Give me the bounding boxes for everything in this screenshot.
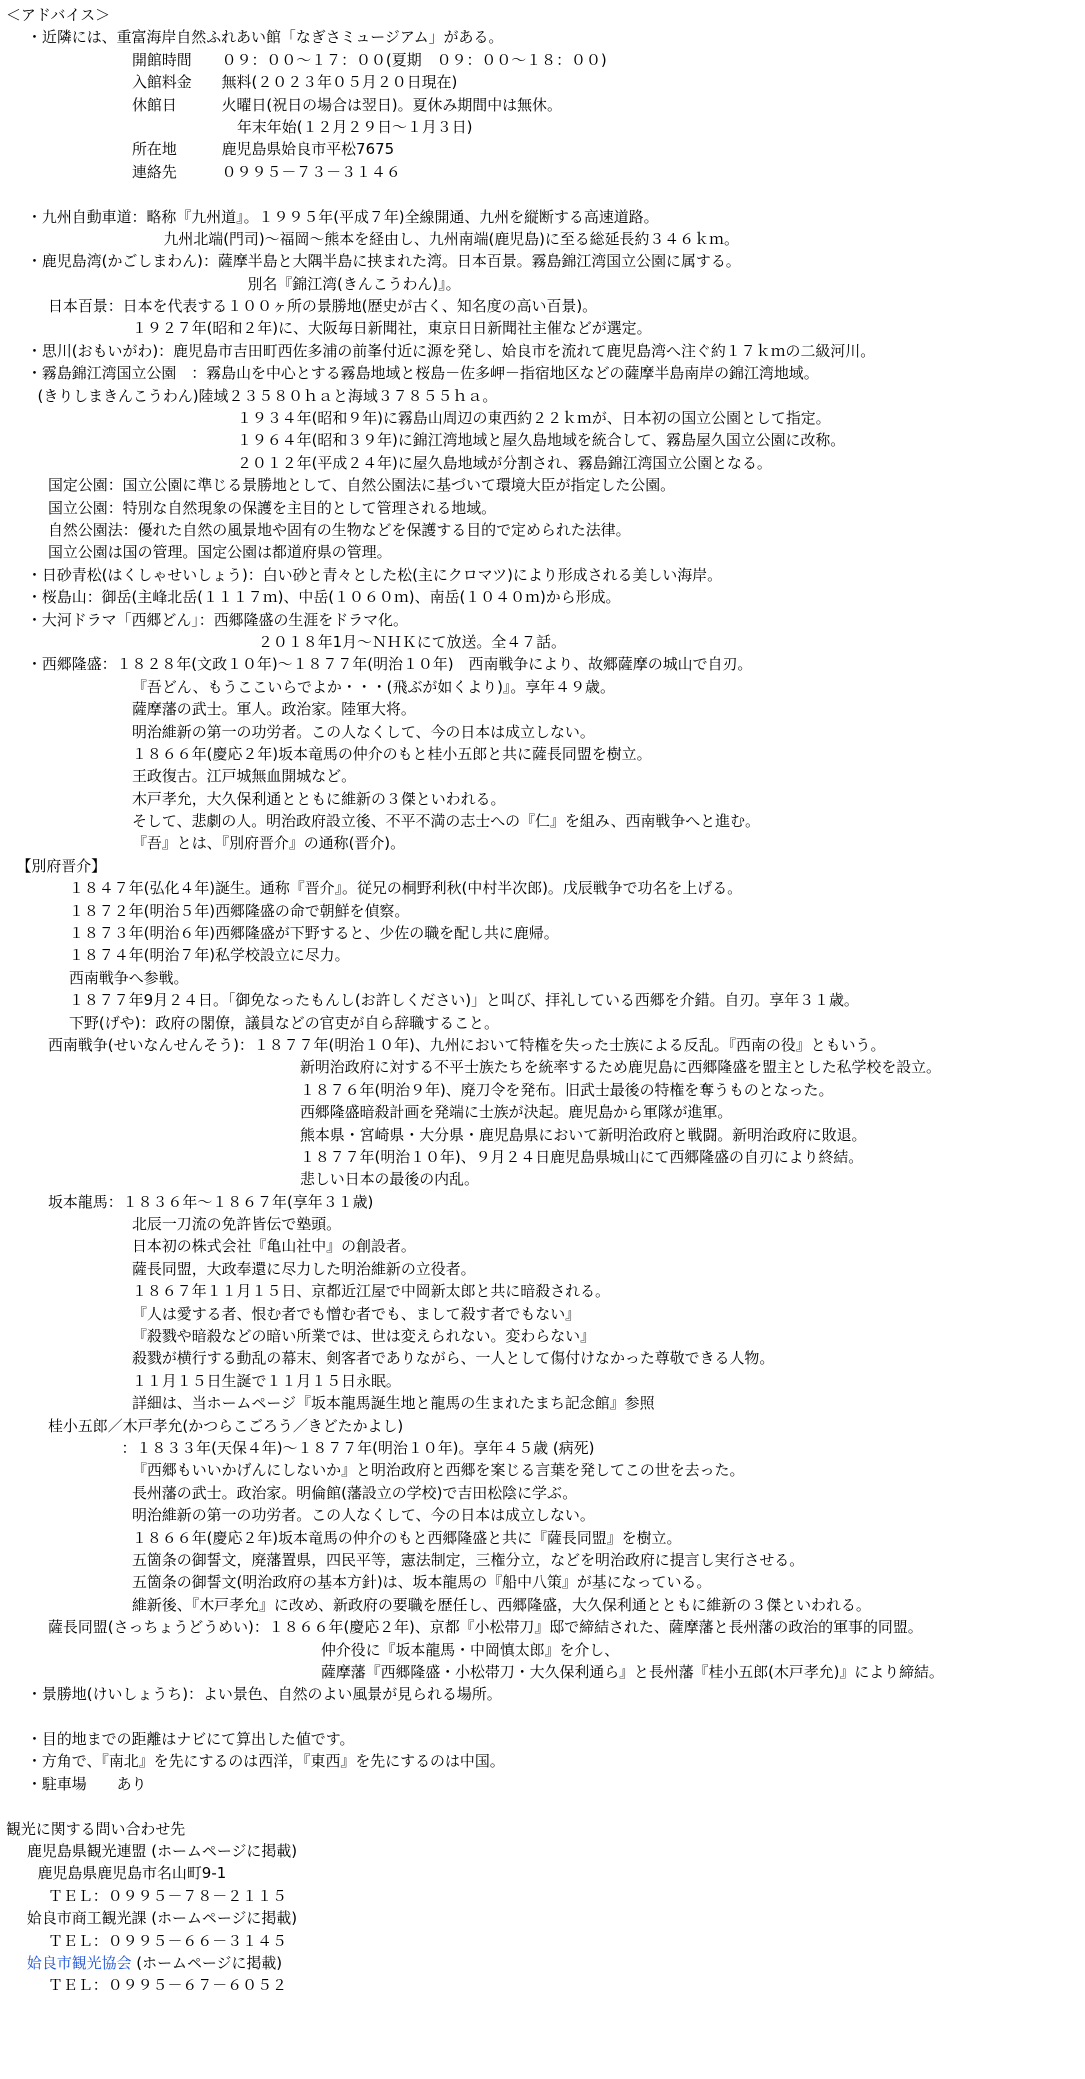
line-text: 薩長同盟，大政奉還に尽力した明治維新の立役者。 xyxy=(132,1259,476,1278)
text-line xyxy=(0,1258,1085,1280)
text-line xyxy=(0,1885,1085,1907)
text-line xyxy=(0,1325,1085,1347)
line-text: ・景勝地(けいしょうち)：よい景色、自然のよい風景が見られる場所。 xyxy=(27,1685,502,1704)
text-line xyxy=(0,1191,1085,1213)
text-line xyxy=(0,1616,1085,1638)
text-line xyxy=(0,228,1085,250)
text-line xyxy=(0,429,1085,451)
line-text: 五箇条の御誓文，廃藩置県，四民平等，憲法制定，三権分立，などを明治政府に提言し実行させる。 xyxy=(132,1550,805,1569)
text-line xyxy=(0,1974,1085,1996)
text-line xyxy=(0,1034,1085,1056)
text-line xyxy=(0,273,1085,295)
text-line xyxy=(0,1639,1085,1661)
line-text: ２０１２年(平成２４年)に屋久島地域が分割され、霧島錦江湾国立公園となる。 xyxy=(237,453,772,472)
line-text: 休館日 火曜日(祝日の場合は翌日)。夏休み期間中は無休。 xyxy=(132,95,562,114)
line-text: 王政復古。江戸城無血開城など。 xyxy=(132,767,357,786)
tourism-association-link[interactable]: 姶良市観光協会 xyxy=(27,1953,132,1972)
line-text: ・方角で、『南北』を先にするのは西洋，『東西』を先にするのは中国。 xyxy=(27,1752,505,1771)
line-text: 殺戮が横行する動乱の幕末、剣客者でありながら、一人として傷付けなかった尊敬できる人物。 xyxy=(132,1349,775,1368)
text-line xyxy=(0,1392,1085,1414)
line-text: 鹿児島県鹿児島市名山町9-1 xyxy=(37,1864,227,1883)
text-line xyxy=(0,1213,1085,1235)
text-line xyxy=(0,1728,1085,1750)
text-line xyxy=(0,1280,1085,1302)
line-text: 坂本龍馬：１８３６年～１８６７年(享年３１歳) xyxy=(48,1192,374,1211)
line-text: 『人は愛する者、恨む者でも憎む者でも、まして殺す者でもない』 xyxy=(132,1304,581,1323)
text-line xyxy=(0,832,1085,854)
line-text: 五箇条の御誓文(明治政府の基本方針)は、坂本龍馬の『船中八策』が基になっている。 xyxy=(132,1573,712,1592)
line-text: 開館時間 ０９：００～１７：００(夏期 ０９：００～１８：００) xyxy=(132,50,607,69)
text-line xyxy=(0,94,1085,116)
text-line xyxy=(0,1235,1085,1257)
line-text: ・九州自動車道：略称『九州道』。１９９５年(平成７年)全線開通、九州を縦断する高速道路。 xyxy=(27,207,659,226)
text-line xyxy=(0,138,1085,160)
text-line xyxy=(0,631,1085,653)
text-line xyxy=(0,317,1085,339)
text-line xyxy=(0,1504,1085,1526)
text-line xyxy=(0,765,1085,787)
line-text: 悲しい日本の最後の内乱。 xyxy=(300,1170,479,1189)
text-line xyxy=(0,541,1085,563)
line-text: 薩摩藩の武士。軍人。政治家。陸軍大将。 xyxy=(132,700,416,719)
text-line xyxy=(0,295,1085,317)
line-text: 下野(げや)：政府の閣僚，議員などの官吏が自ら辞職すること。 xyxy=(69,1013,499,1032)
advice-document xyxy=(0,4,1085,1997)
line-text: 観光に関する問い合わせ先 xyxy=(6,1819,186,1838)
line-text: そして、悲劇の人。明治政府設立後、不平不満の志士への『仁』を組み、西南戦争へと進む。 xyxy=(132,812,760,831)
text-line xyxy=(0,1818,1085,1840)
line-text: 『吾』とは、『別府晋介』の通称(晋介)。 xyxy=(132,834,406,853)
text-line xyxy=(0,810,1085,832)
line-text: 北辰一刀流の免許皆伝で塾頭。 xyxy=(132,1215,342,1234)
text-line xyxy=(0,1347,1085,1369)
text-line xyxy=(0,1683,1085,1705)
blank-line xyxy=(0,1795,1085,1817)
text-line xyxy=(0,1370,1085,1392)
line-text: ２０１８年1月～ＮＨＫにて放送。全４７話。 xyxy=(258,632,566,651)
line-text: 新明治政府に対する不平士族たちを統率するため鹿児島に西郷隆盛を盟主とした私学校を設立。 xyxy=(300,1058,941,1077)
text-line xyxy=(0,1907,1085,1929)
line-text: 西南戦争(せいなんせんそう)：１８７７年(明治１０年)、九州において特権を失った士族による反乱。『西南の役』ともいう。 xyxy=(48,1035,886,1054)
line-text: 『吾どん、もうここいらでよか・・・(飛ぶが如くより)』。享年４９歳。 xyxy=(132,677,615,696)
line-text: 国立公園：特別な自然現象の保護を主目的として管理される地域。 xyxy=(48,498,497,517)
text-line xyxy=(0,1415,1085,1437)
line-text: 『西郷もいいかげんにしないか』と明治政府と西郷を案じる言葉を発してこの世を去った。 xyxy=(132,1461,745,1480)
text-line xyxy=(0,1571,1085,1593)
text-line xyxy=(0,1840,1085,1862)
text-line xyxy=(0,497,1085,519)
line-text: 日本初の株式会社『亀山社中』の創設者。 xyxy=(132,1237,416,1256)
text-line xyxy=(0,1437,1085,1459)
line-text: ・思川(おもいがわ)：鹿児島市吉田町西佐多浦の前峯付近に源を発し、姶良市を流れて鹿児島湾へ注ぐ約１７ｋｍの二級河川。 xyxy=(27,341,876,360)
text-line xyxy=(0,944,1085,966)
text-line xyxy=(0,698,1085,720)
text-line xyxy=(0,1661,1085,1683)
text-line xyxy=(0,1012,1085,1034)
line-text: 日本百景：日本を代表する１００ヶ所の景勝地(歴史が古く、知名度の高い百景)。 xyxy=(48,297,598,316)
line-text: 明治維新の第一の功労者。この人なくして、今の日本は成立しない。 xyxy=(132,722,595,741)
line-text: ・日砂青松(はくしゃせいしょう)：白い砂と青々とした松(主にクロマツ)により形成される美しい海岸。 xyxy=(27,565,723,584)
line-text: 【別府晋介】 xyxy=(16,856,107,875)
text-line xyxy=(0,116,1085,138)
text-line xyxy=(0,989,1085,1011)
line-text: ・桜島山：御岳(主峰北岳(１１１７ｍ)、中岳(１０６０ｍ)、南岳(１０４０ｍ)から形成。 xyxy=(27,588,621,607)
blank-line xyxy=(0,183,1085,205)
line-text: １９２７年(昭和２年)に、大阪毎日新聞社，東京日日新聞社主催などが選定。 xyxy=(132,319,652,338)
text-line xyxy=(0,1527,1085,1549)
line-text: １８６６年(慶応２年)坂本竜馬の仲介のもと西郷隆盛と共に『薩長同盟』を樹立。 xyxy=(132,1528,682,1547)
line-text: 別名『錦江湾(きんこうわん)』。 xyxy=(247,274,461,293)
text-line xyxy=(0,922,1085,944)
line-text: 維新後、『木戸孝允』に改め、新政府の要職を歴任し、西郷隆盛，大久保利通とともに維新の３傑といわれる。 xyxy=(132,1595,871,1614)
text-line xyxy=(0,362,1085,384)
text-line xyxy=(0,519,1085,541)
text-line xyxy=(0,1079,1085,1101)
line-text: １８７４年(明治７年)私学校設立に尽力。 xyxy=(69,946,350,965)
text-line xyxy=(0,474,1085,496)
line-text: 詳細は、当ホームページ『坂本龍馬誕生地と龍馬の生まれたまち記念館』参照 xyxy=(132,1394,655,1413)
text-line xyxy=(0,877,1085,899)
line-text: 九州北端(門司)～福岡～熊本を経由し、九州南端(鹿児島)に至る総延長約３４６ｋｍ。 xyxy=(163,229,739,248)
text-line xyxy=(0,71,1085,93)
text-line xyxy=(0,1101,1085,1123)
text-line xyxy=(0,1750,1085,1772)
line-text: ：１８３３年(天保４年)～１８７７年(明治１０年)。享年４５歳 (病死) xyxy=(121,1439,595,1457)
line-text: １１月１５日生誕で１１月１５日永眠。 xyxy=(132,1371,401,1390)
line-text: 国定公園：国立公園に準じる景勝地として、自然公園法に基づいて環境大臣が指定した公園。 xyxy=(48,476,676,495)
text-line xyxy=(0,967,1085,989)
text-line xyxy=(0,1773,1085,1795)
line-text: １８７６年(明治９年)、廃刀令を発布。旧武士最後の特権を奪うものとなった。 xyxy=(300,1080,834,1099)
line-text: １８７７年(明治１０年)、９月２４日鹿児島県城山にて西郷隆盛の自刃により終結。 xyxy=(300,1147,864,1166)
line-text: 連絡先 ０９９５－７３－３１４６ xyxy=(132,162,401,181)
line-text: 長州藩の武士。政治家。明倫館(藩設立の学校)で吉田松陰に学ぶ。 xyxy=(132,1483,578,1502)
text-line xyxy=(0,788,1085,810)
line-text: ・近隣には、重富海岸自然ふれあい館「なぎさミュージアム」がある。 xyxy=(27,28,504,47)
text-line xyxy=(0,1124,1085,1146)
line-text: １８６７年１１月１５日、京都近江屋で中岡新太郎と共に暗殺される。 xyxy=(132,1282,610,1301)
line-text: ＴＥＬ：０９９５－７８－２１１５ xyxy=(48,1886,287,1905)
text-line xyxy=(0,855,1085,877)
line-text: 姶良市商工観光課 (ホームページに掲載) xyxy=(27,1909,298,1928)
line-text: ・大河ドラマ「西郷どん」：西郷隆盛の生涯をドラマ化。 xyxy=(27,610,408,629)
text-line xyxy=(0,407,1085,429)
text-line xyxy=(0,1146,1085,1168)
line-text: 薩長同盟(さっちょうどうめい)：１８６６年(慶応２年)、京都『小松帯刀』邸で締結された、薩摩藩と長州藩の政治的軍事的同盟。 xyxy=(48,1618,923,1637)
text-line xyxy=(0,4,1085,26)
line-text: ＴＥＬ：０９９５－６７－６０５２ xyxy=(48,1976,287,1995)
line-text: 所在地 鹿児島県姶良市平松7675 xyxy=(132,140,395,159)
text-line xyxy=(0,385,1085,407)
text-line xyxy=(0,452,1085,474)
line-text: ・西郷隆盛：１８２８年(文政１０年)～１８７７年(明治１０年) 西南戦争により、故郷薩摩の城山で自刃。 xyxy=(27,655,753,674)
text-line xyxy=(0,653,1085,675)
line-text: 鹿児島県観光連盟 (ホームページに掲載) xyxy=(27,1842,298,1861)
line-text: ＴＥＬ：０９９５－６６－３１４５ xyxy=(48,1931,287,1950)
line-text: １８７７年9月２４日。「御免なったもんし(お許しください)」と叫び、拝礼している西郷を介錯。自刃。享年３１歳。 xyxy=(69,991,859,1010)
text-line xyxy=(0,250,1085,272)
text-line xyxy=(0,1482,1085,1504)
line-text: １８６６年(慶応２年)坂本竜馬の仲介のもと桂小五郎と共に薩長同盟を樹立。 xyxy=(132,744,652,763)
line-text: ・霧島錦江湾国立公園 ：霧島山を中心とする霧島地域と桜島－佐多岬－指宿地区などの薩摩半島南岸の錦江湾地域。 xyxy=(27,364,819,383)
line-text: ・目的地までの距離はナビにて算出した値です。 xyxy=(27,1730,355,1749)
line-text: ・鹿児島湾(かごしまわん)：薩摩半島と大隅半島に挟まれた湾。日本百景。霧島錦江湾国立公園に属する。 xyxy=(27,252,741,271)
line-text: 国立公園は国の管理。国定公園は都道府県の管理。 xyxy=(48,543,392,562)
blank-line xyxy=(0,1706,1085,1728)
line-text: 西南戦争へ参戦。 xyxy=(69,968,189,987)
text-line xyxy=(0,900,1085,922)
text-line xyxy=(0,49,1085,71)
line-text: 『殺戮や暗殺などの暗い所業では、世は変えられない。変わらない』 xyxy=(132,1327,596,1346)
line-text: ・駐車場 あり xyxy=(27,1774,147,1793)
text-line xyxy=(0,1459,1085,1481)
text-line xyxy=(0,161,1085,183)
text-line xyxy=(0,743,1085,765)
text-line xyxy=(0,206,1085,228)
line-text: 明治維新の第一の功労者。この人なくして、今の日本は成立しない。 xyxy=(132,1506,595,1525)
text-line xyxy=(0,26,1085,48)
text-line xyxy=(0,1168,1085,1190)
line-text: 入館料金 無料(２０２３年０５月２０日現在) xyxy=(132,73,458,92)
text-line xyxy=(0,721,1085,743)
line-text: 熊本県・宮崎県・大分県・鹿児島県において新明治政府と戦闘。新明治政府に敗退。 xyxy=(300,1125,867,1144)
line-text: 桂小五郎／木戸孝允(かつらこごろう／きどたかよし) xyxy=(48,1416,404,1435)
text-line xyxy=(0,1056,1085,1078)
line-text: 木戸孝允，大久保利通とともに維新の３傑といわれる。 xyxy=(132,789,506,808)
line-text: 年末年始(１２月２９日～１月３日) xyxy=(237,117,473,136)
line-text: 薩摩藩『西郷隆盛・小松帯刀・大久保利通ら』と長州藩『桂小五郎(木戸孝允)』により締結。 xyxy=(321,1662,944,1681)
line-text: １９３４年(昭和９年)に霧島山周辺の東西約２２ｋｍが、日本初の国立公園として指定。 xyxy=(237,409,831,428)
line-text: 西郷隆盛暗殺計画を発端に士族が決起。鹿児島から軍隊が進軍。 xyxy=(300,1103,733,1122)
text-line xyxy=(0,1549,1085,1571)
text-line xyxy=(0,1952,1085,1974)
text-line xyxy=(0,1303,1085,1325)
line-suffix: (ホームページに掲載) xyxy=(131,1953,283,1972)
line-text: 自然公園法：優れた自然の風景地や固有の生物などを保護する目的で定められた法律。 xyxy=(48,520,631,539)
text-line xyxy=(0,609,1085,631)
line-text: １８７２年(明治５年)西郷隆盛の命で朝鮮を偵察。 xyxy=(69,901,410,920)
line-text: (きりしまきんこうわん)陸域２３５８０ｈａと海域３７８５５ｈａ。 xyxy=(37,386,498,405)
line-text: １８７３年(明治６年)西郷隆盛が下野すると、少佐の職を配し共に鹿帰。 xyxy=(69,924,559,943)
text-line xyxy=(0,676,1085,698)
text-line xyxy=(0,1930,1085,1952)
text-line xyxy=(0,1594,1085,1616)
line-text: １８４７年(弘化４年)誕生。通称『晋介』。従兄の桐野利秋(中村半次郎)。戊辰戦争で功名を上げる。 xyxy=(69,879,743,898)
line-text: １９６４年(昭和３９年)に錦江湾地域と屋久島地域を統合して、霧島屋久国立公園に改称。 xyxy=(237,431,846,450)
text-line xyxy=(0,586,1085,608)
line-text: 仲介役に『坂本龍馬・中岡慎太郎』を介し、 xyxy=(321,1640,620,1659)
line-text: ＜アドバイス＞ xyxy=(6,6,111,24)
text-line xyxy=(0,1862,1085,1884)
text-line xyxy=(0,340,1085,362)
text-line xyxy=(0,564,1085,586)
